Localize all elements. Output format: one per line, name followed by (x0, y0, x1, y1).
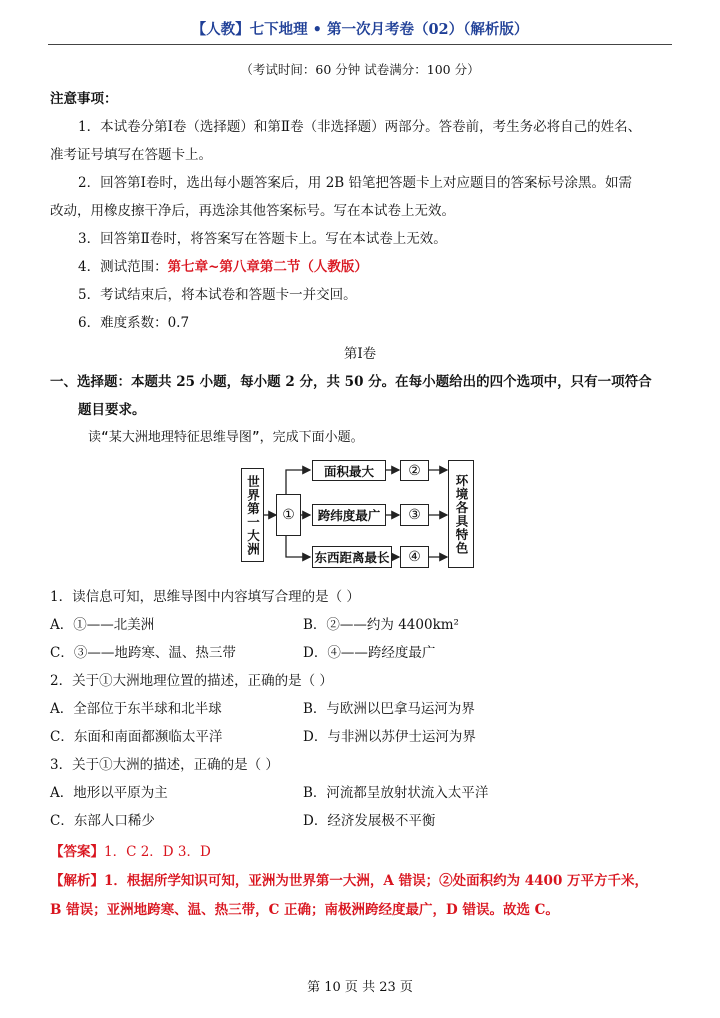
question-2-option-d: D．与非洲以苏伊士运河为界 (303, 729, 476, 745)
answer-line (50, 840, 211, 860)
notice-item-6: 6．难度系数：0.7 (78, 315, 190, 331)
mind-map-diagram (235, 458, 483, 568)
question-3-option-b: B．河流都呈放射状流入太平洋 (303, 785, 489, 801)
page-footer: 第 10 页 共 23 页 (307, 980, 413, 995)
answer-label: 【答案】 (50, 844, 104, 860)
diagram-center-box: ① (276, 494, 301, 536)
question-1-option-a: A．①——北美洲 (50, 617, 155, 633)
section-title-cont: 题目要求。 (78, 402, 146, 418)
page-header-title: 【人教】七下地理 • 第一次月考卷（02）（解析版） (191, 21, 529, 38)
test-scope: 第七章~第八章第二节（人教版） (167, 259, 368, 275)
notice-heading: 注意事项： (50, 91, 118, 107)
diagram-left-box: 世界第一大洲 (241, 468, 264, 562)
question-2-option-c: C．东面和南面都濒临太平洋 (50, 729, 223, 745)
question-3-option-a: A．地形以平原为主 (50, 785, 168, 801)
notice-item-2-cont: 改动，用橡皮擦干净后，再选涂其他答案标号。写在本试卷上无效。 (50, 203, 455, 219)
answer-text: 1．C 2．D 3．D (104, 844, 211, 860)
header-divider (48, 44, 672, 45)
question-2-option-a: A．全部位于东半球和北半球 (50, 701, 222, 717)
notice-item-3: 3．回答第Ⅱ卷时，将答案写在答题卡上。写在本试卷上无效。 (78, 231, 447, 247)
analysis-line-1 (50, 869, 648, 889)
diagram-mid-attribute: 跨纬度最广 (312, 504, 386, 526)
diagram-top-attribute: 面积最大 (312, 460, 386, 481)
section-title: 一、选择题：本题共 25 小题，每小题 2 分，共 50 分。在每小题给出的四个选项中，只有一项符合 (50, 374, 652, 390)
question-3-stem: 3．关于①大洲的描述，正确的是（ ） (50, 757, 279, 773)
notice-item-5: 5．考试结束后，将本试卷和答题卡一并交回。 (78, 287, 357, 303)
exam-info: （考试时间：60 分钟 试卷满分：100 分） (240, 62, 480, 77)
notice-item-1: 1．本试卷分第Ⅰ卷（选择题）和第Ⅱ卷（非选择题）两部分。答卷前，考生务必将自己的姓名、 (78, 119, 642, 135)
notice-item-1-cont: 准考证号填写在答题卡上。 (50, 147, 212, 163)
diagram-bottom-number: ④ (400, 546, 429, 568)
volume-title: 第Ⅰ卷 (343, 346, 377, 362)
notice-item-4 (78, 255, 368, 275)
analysis-text-1: 1．根据所学知识可知，亚洲为世界第一大洲，A 错误；②处面积约为 4400 万平方千米， (104, 873, 649, 889)
analysis-label: 【解析】 (50, 873, 104, 889)
diagram-bottom-attribute: 东西距离最长 (312, 546, 392, 568)
diagram-top-number: ② (400, 460, 429, 481)
diagram-right-box: 环境各具特色 (448, 460, 474, 568)
diagram-mid-number: ③ (400, 504, 429, 526)
question-3-option-d: D．经济发展极不平衡 (303, 813, 436, 829)
question-1-option-c: C．③——地跨寒、温、热三带 (50, 645, 236, 661)
question-3-option-c: C．东部人口稀少 (50, 813, 155, 829)
question-intro: 读“某大洲地理特征思维导图”，完成下面小题。 (88, 430, 364, 445)
question-2-stem: 2．关于①大洲地理位置的描述，正确的是（ ） (50, 673, 333, 689)
question-1-option-d: D．④——跨经度最广 (303, 645, 436, 661)
notice-item-4-prefix: 4．测试范围： (78, 259, 168, 275)
question-2-option-b: B．与欧洲以巴拿马运河为界 (303, 701, 475, 717)
analysis-line-2: B 错误；亚洲地跨寒、温、热三带，C 正确；南极洲跨经度最广，D 错误。故选 C。 (50, 902, 559, 918)
question-1-stem: 1．读信息可知，思维导图中内容填写合理的是（ ） (50, 589, 360, 605)
question-1-option-b: B．②——约为 4400km² (303, 617, 459, 633)
notice-item-2: 2．回答第Ⅰ卷时，选出每小题答案后，用 2B 铅笔把答题卡上对应题目的答案标号涂黑。如需 (78, 175, 633, 191)
